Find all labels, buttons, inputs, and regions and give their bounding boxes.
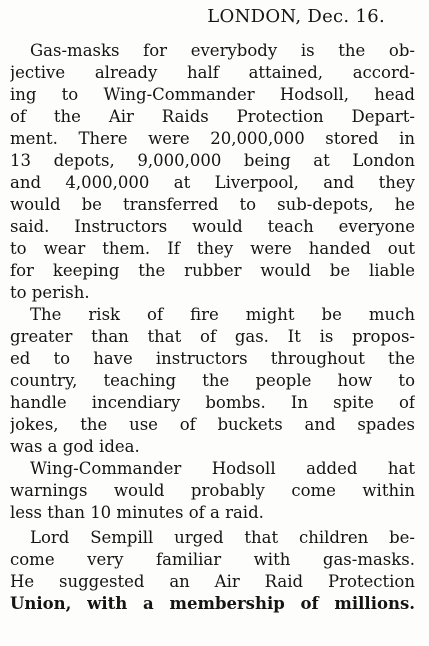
article-line: to wear them. If they were handed out [10, 239, 415, 258]
article-line: of the Air Raids Protection Depart- [10, 107, 415, 126]
article-line: warnings would probably come within [10, 481, 415, 500]
article-line: and 4,000,000 at Liverpool, and they [10, 173, 415, 192]
article-line: The risk of fire might be much [30, 305, 415, 324]
article-line: Wing-Commander Hodsoll added hat [30, 459, 415, 478]
article-line: Gas-masks for everybody is the ob- [30, 41, 415, 60]
article-line: ed to have instructors throughout the [10, 349, 415, 368]
article-line: He suggested an Air Raid Protection [10, 572, 415, 591]
article-line: ment. There were 20,000,000 stored in [10, 129, 415, 148]
article-line: less than 10 minutes of a raid. [10, 503, 264, 522]
article-line: come very familiar with gas-masks. [10, 550, 415, 569]
article-line: for keeping the rubber would be liable [10, 261, 415, 280]
article-line: handle incendiary bombs. In spite of [10, 393, 415, 412]
article-line: jokes, the use of buckets and spades [10, 415, 415, 434]
article-line: jective already half attained, accord- [10, 63, 415, 82]
article-line: said. Instructors would teach everyone [10, 217, 415, 236]
article-line: country, teaching the people how to [10, 371, 415, 390]
article-line: ing to Wing-Commander Hodsoll, head [10, 85, 415, 104]
article-line: was a god idea. [10, 437, 140, 456]
dateline: LONDON, Dec. 16. [207, 6, 385, 27]
article-line: 13 depots, 9,000,000 being at London [10, 151, 415, 170]
article-line: Lord Sempill urged that children be- [30, 528, 415, 547]
article-line: would be transferred to sub-depots, he [10, 195, 415, 214]
article-line: greater than that of gas. It is propos- [10, 327, 415, 346]
article-line: Union, with a membership of millions. [10, 594, 415, 613]
article-line: to perish. [10, 283, 90, 302]
